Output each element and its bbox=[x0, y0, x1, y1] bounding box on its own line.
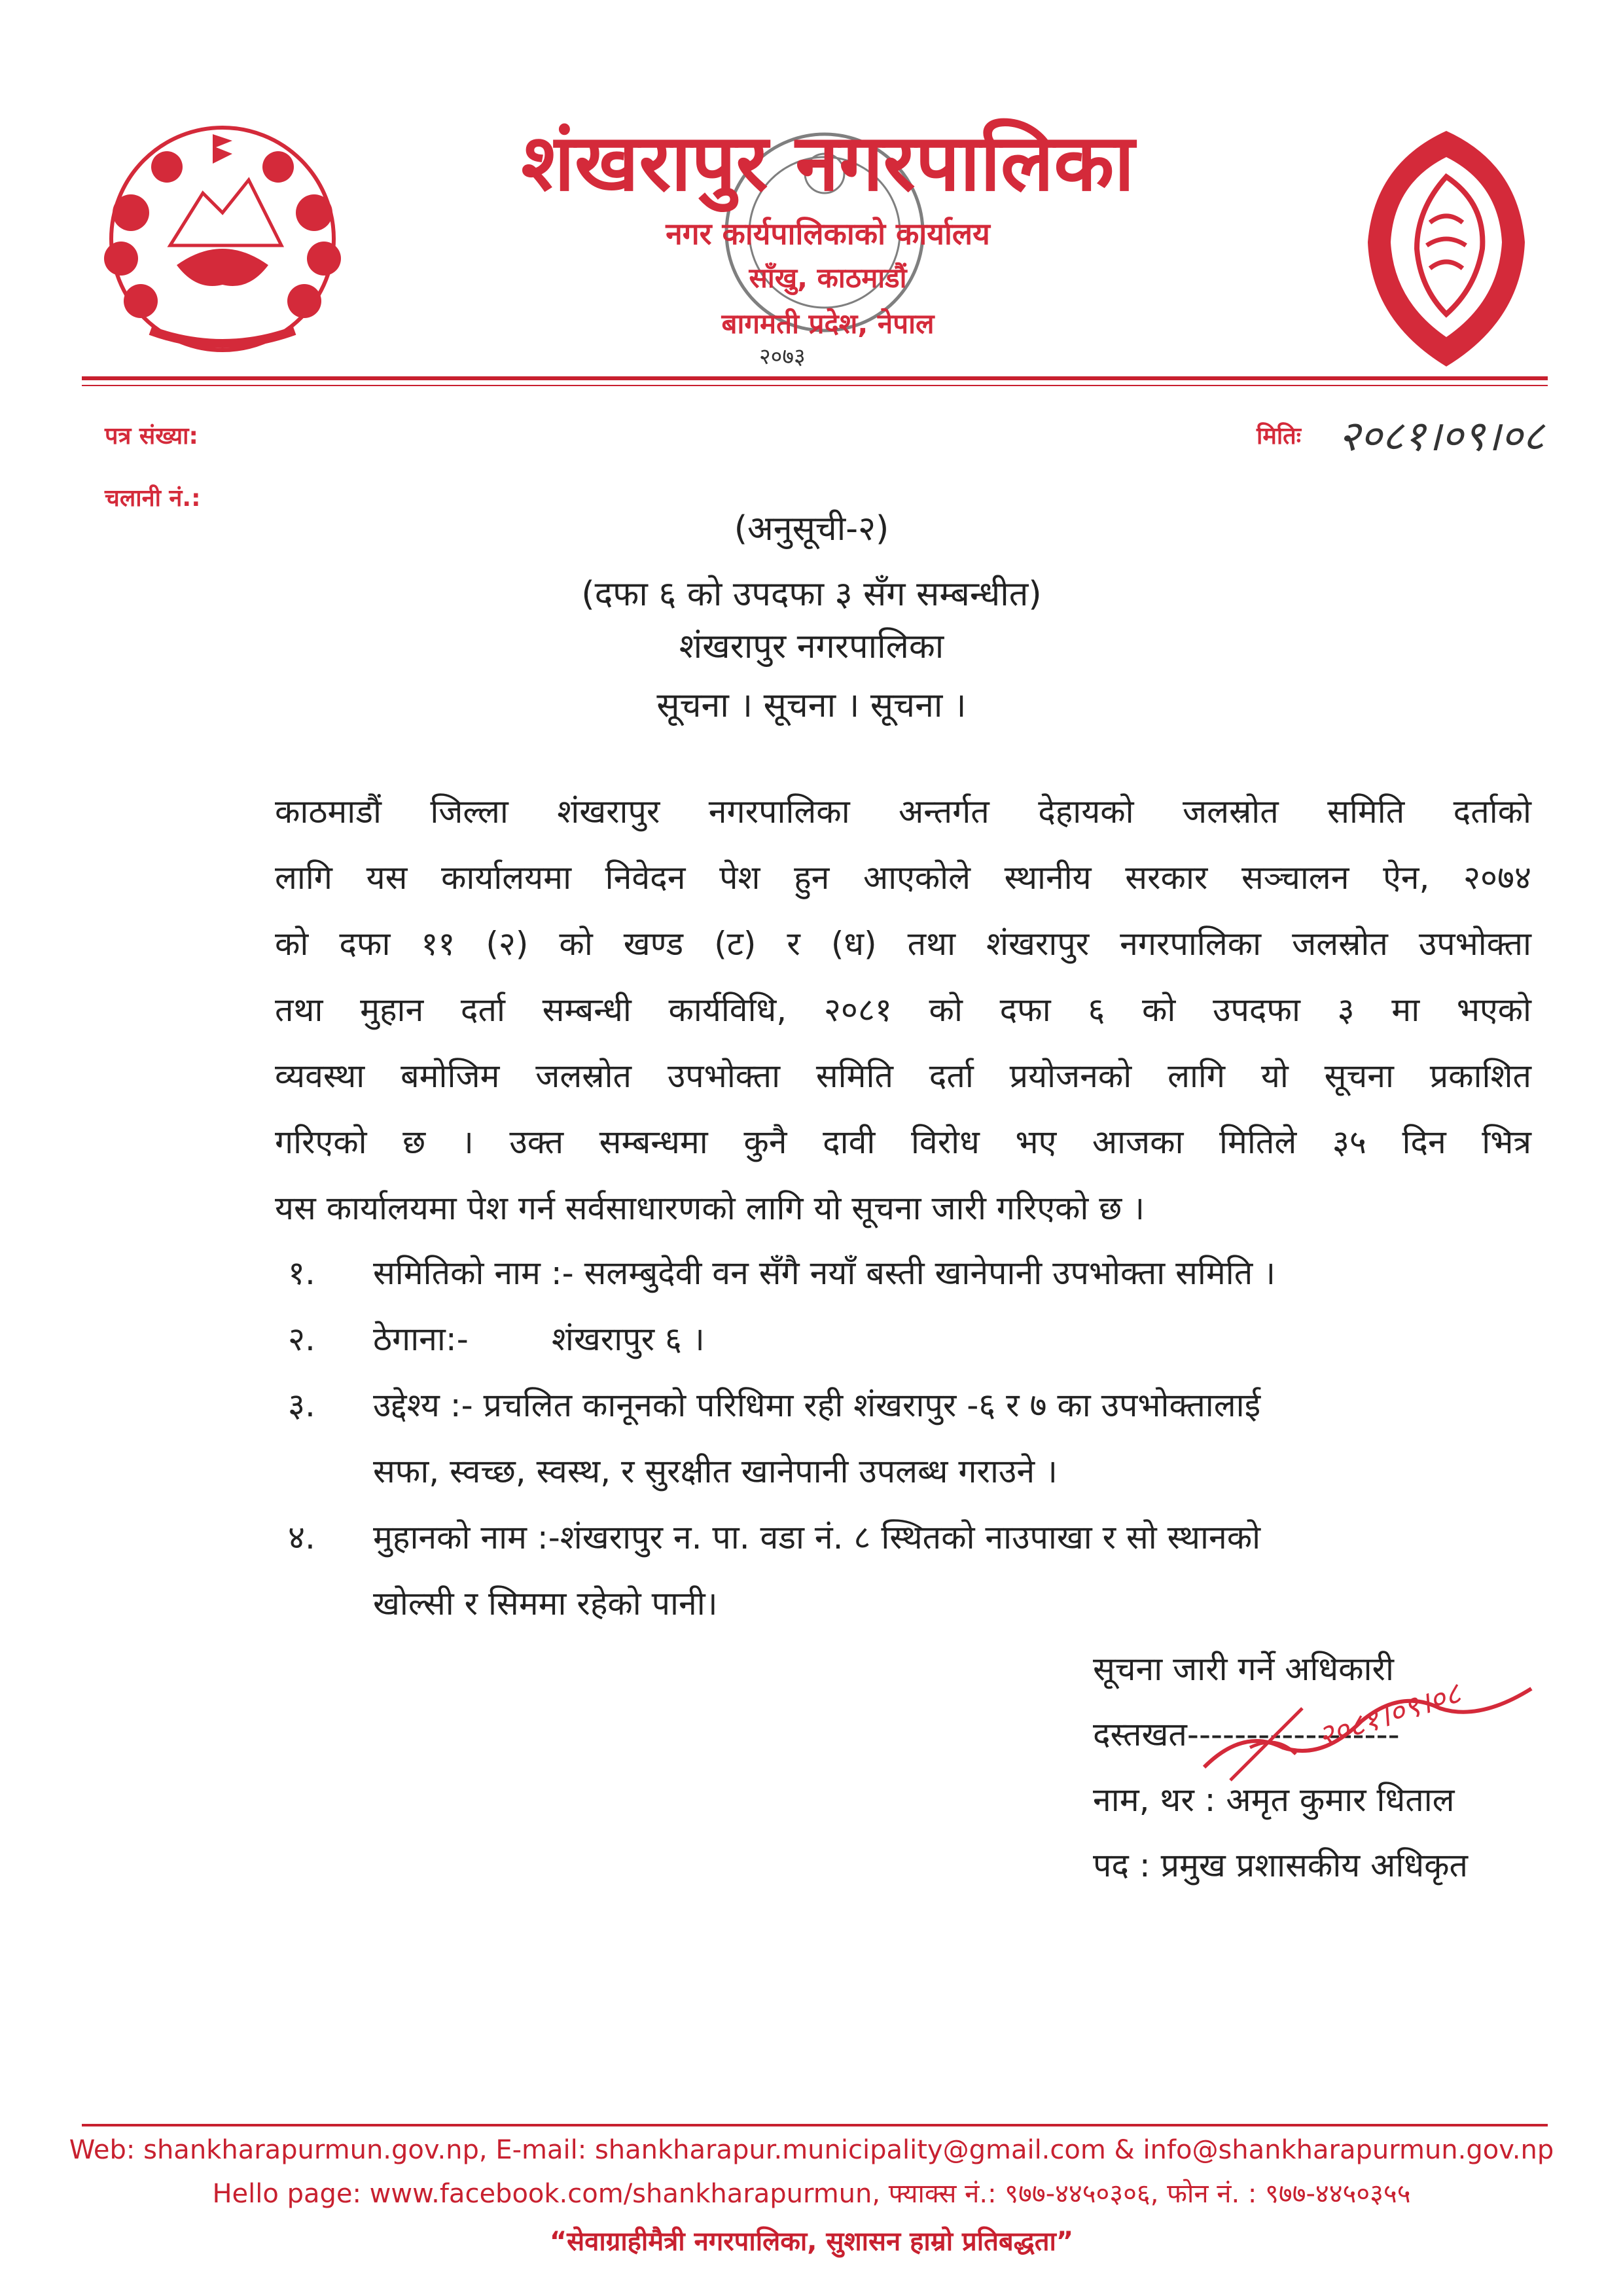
office-location: साँखु, काठमाडौं bbox=[749, 262, 907, 294]
list-item-objective bbox=[275, 1372, 1531, 1505]
signature-line: दस्तखत------------------ bbox=[1093, 1715, 1400, 1753]
list-number: ३. bbox=[288, 1386, 315, 1424]
paragraph-line: तथा मुहान दर्ता सम्बन्धी कार्यविधि, २०८१ को दफा ६ को उपदफा ३ मा भएको bbox=[275, 991, 1531, 1029]
dispatch-number-label: चलानी नं.: bbox=[105, 485, 201, 512]
notice-paragraph bbox=[275, 779, 1531, 1242]
header-divider bbox=[82, 376, 1548, 380]
list-number: १. bbox=[288, 1254, 315, 1292]
paragraph-line: काठमाडौं जिल्ला शंखरापुर नगरपालिका अन्तर्गत देहायको जलस्रोत समिति दर्ताको bbox=[275, 793, 1531, 831]
list-text: ठेगाना:- शंखरापुर ६ । bbox=[373, 1320, 705, 1358]
paragraph-line: लागि यस कार्यालयमा निवेदन पेश हुन आएकोले स्थानीय सरकार सञ्चालन ऐन, २०७४ bbox=[275, 859, 1531, 897]
office-province: बागमती प्रदेश, नेपाल bbox=[721, 308, 935, 340]
date-label: मितिः bbox=[1257, 423, 1301, 450]
committee-details-list bbox=[275, 1240, 1531, 1637]
list-text: उद्देश्य :- प्रचलित कानूनको परिधिमा रही शंखरापुर -६ र ७ का उपभोक्तालाई bbox=[373, 1386, 1261, 1424]
header-divider-thin bbox=[82, 385, 1548, 386]
list-item-address bbox=[275, 1306, 1531, 1372]
footer-divider bbox=[82, 2124, 1548, 2126]
date-value: २०८१।०९।०८ bbox=[1338, 412, 1544, 461]
list-text: मुहानको नाम :-शंखरापुर न. पा. वडा नं. ८ स्थितको नाउपाखा र सो स्थानको bbox=[373, 1518, 1261, 1556]
signatory-name: नाम, थर : अमृत कुमार धिताल bbox=[1093, 1781, 1455, 1819]
nepal-emblem-icon bbox=[92, 115, 353, 363]
footer-motto: “सेवाग्राहीमैत्री नगरपालिका, सुशासन हाम्रो प्रतिबद्धता” bbox=[549, 2227, 1074, 2257]
municipality-title: शंखरापुर नगरपालिका bbox=[521, 118, 1135, 209]
seal-year: २०७३ bbox=[759, 344, 806, 370]
schedule-label: (अनुसूची-२) bbox=[734, 509, 889, 548]
paragraph-line: को दफा ११ (२) को खण्ड (ट) र (ध) तथा शंखरापुर नगरपालिका जलस्रोत उपभोक्ता bbox=[275, 925, 1531, 963]
list-text: समितिको नाम :- सलम्बुदेवी वन सँगै नयाँ बस्ती खानेपानी उपभोक्ता समिति । bbox=[373, 1254, 1276, 1292]
list-item-committee-name bbox=[275, 1240, 1531, 1306]
list-number: ४. bbox=[288, 1518, 315, 1556]
signature-authority: सूचना जारी गर्ने अधिकारी bbox=[1093, 1650, 1394, 1688]
section-reference: (दफा ६ को उपदफा ३ सँग सम्बन्धीत) bbox=[581, 575, 1042, 614]
notice-municipality: शंखरापुर नगरपालिका bbox=[679, 627, 944, 666]
list-number: २. bbox=[288, 1320, 315, 1358]
list-text: खोल्सी र सिममा रहेको पानी। bbox=[373, 1585, 718, 1623]
notice-heading: सूचना । सूचना । सूचना । bbox=[656, 686, 967, 725]
conch-shell-logo-icon bbox=[1355, 124, 1538, 373]
footer-contact-web: Web: shankharapurmun.gov.np, E-mail: shankharapur.municipality@gmail.com & info@shankharapurmun.gov.np bbox=[69, 2135, 1554, 2165]
paragraph-line: गरिएको छ । उक्त सम्बन्धमा कुनै दावी विरोध भए आजका मितिले ३५ दिन भित्र bbox=[275, 1123, 1531, 1161]
paragraph-line: व्यवस्था बमोजिम जलस्रोत उपभोक्ता समिति दर्ता प्रयोजनको लागि यो सूचना प्रकाशित bbox=[275, 1057, 1531, 1095]
handwritten-signature-icon bbox=[1191, 1649, 1558, 1806]
list-item-source-name bbox=[275, 1505, 1531, 1637]
footer-contact-phone: Hello page: www.facebook.com/shankharapurmun, फ्याक्स नं.: ९७७-४४५०३०६, फोन नं. : ९७७-४४५०३५५ bbox=[212, 2179, 1411, 2209]
list-text: सफा, स्वच्छ, स्वस्थ, र सुरक्षीत खानेपानी उपलब्ध गराउने । bbox=[373, 1452, 1058, 1490]
letter-number-label: पत्र संख्या: bbox=[105, 423, 198, 450]
paragraph-line: यस कार्यालयमा पेश गर्न सर्वसाधारणको लागि यो सूचना जारी गरिएको छ । bbox=[275, 1189, 1145, 1227]
office-name: नगर कार्यपालिकाको कार्यालय bbox=[666, 216, 990, 251]
handwritten-date: २०८१।०९।०८ bbox=[1313, 1675, 1465, 1755]
signatory-post: पद : प्रमुख प्रशासकीय अधिकृत bbox=[1093, 1846, 1468, 1884]
